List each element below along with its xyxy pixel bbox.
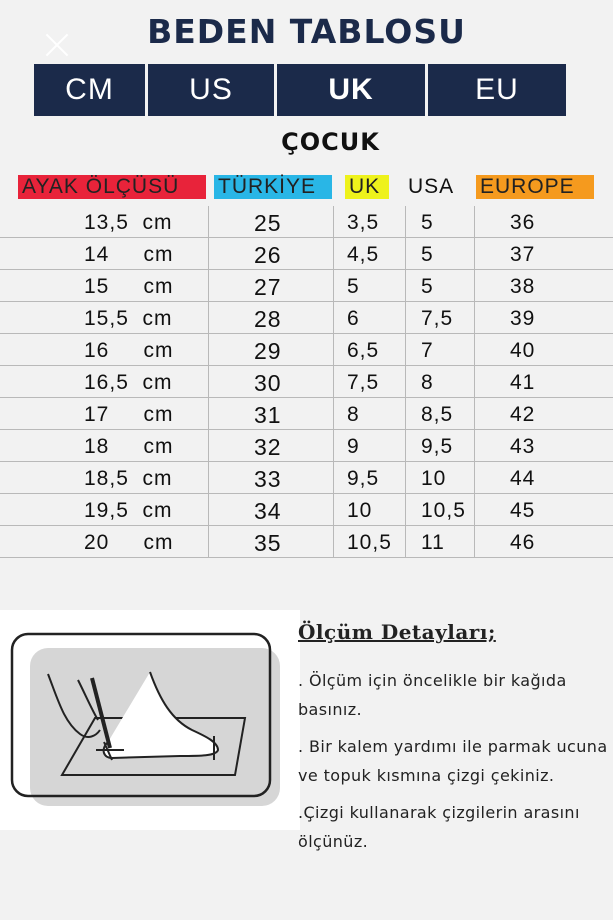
cell-uk: 6,5	[347, 339, 380, 362]
cell-turkey: 31	[254, 402, 282, 428]
cell-turkey: 30	[254, 370, 282, 396]
table-column-headers	[18, 175, 598, 199]
cell-turkey: 33	[254, 466, 282, 492]
cell-usa: 9,5	[421, 435, 454, 458]
instruction-step: . Ölçüm için öncelikle bir kağıda basınız.	[298, 671, 567, 719]
cell-foot-length: 19,5 cm	[84, 499, 173, 522]
cell-uk: 9	[347, 435, 360, 458]
cell-europe: 43	[510, 435, 536, 458]
cell-turkey: 28	[254, 306, 282, 332]
unit-tabs	[34, 64, 566, 116]
column-divider	[208, 206, 209, 558]
table-row	[0, 302, 613, 334]
cell-europe: 44	[510, 467, 536, 490]
cell-europe: 46	[510, 531, 536, 554]
page-title: BEDEN TABLOSU	[147, 12, 466, 51]
header-europe: EUROPE	[476, 175, 594, 199]
cell-turkey: 26	[254, 242, 282, 268]
cell-turkey: 32	[254, 434, 282, 460]
cell-uk: 3,5	[347, 211, 380, 234]
cell-foot-length: 14 cm	[84, 243, 174, 266]
tab-eu[interactable]: EU	[428, 64, 566, 116]
cell-foot-length: 16 cm	[84, 339, 174, 362]
cell-europe: 36	[510, 211, 536, 234]
cell-uk: 7,5	[347, 371, 380, 394]
foot-drawing-icon	[0, 610, 300, 830]
cell-usa: 8	[421, 371, 434, 394]
column-divider	[333, 206, 334, 558]
cell-europe: 37	[510, 243, 536, 266]
size-table	[0, 206, 613, 558]
section-subtitle: ÇOCUK	[281, 128, 380, 156]
cell-usa: 7	[421, 339, 434, 362]
cell-foot-length: 16,5 cm	[84, 371, 173, 394]
cell-usa: 5	[421, 243, 434, 266]
header-usa: USA	[408, 175, 455, 198]
instructions-title: Ölçüm Detayları;	[298, 620, 496, 644]
column-divider	[405, 206, 406, 558]
table-row	[0, 206, 613, 238]
instruction-step: . Bir kalem yardımı ile parmak ucuna ve topuk kısmına çizgi çekiniz.	[298, 737, 608, 785]
cell-usa: 7,5	[421, 307, 454, 330]
cell-usa: 11	[421, 531, 445, 554]
cell-turkey: 35	[254, 530, 282, 556]
cell-europe: 39	[510, 307, 536, 330]
table-row	[0, 430, 613, 462]
tab-us[interactable]: US	[148, 64, 274, 116]
table-row	[0, 270, 613, 302]
cell-usa: 5	[421, 211, 434, 234]
cell-uk: 10,5	[347, 531, 392, 554]
table-row	[0, 334, 613, 366]
cell-uk: 6	[347, 307, 360, 330]
cell-foot-length: 15,5 cm	[84, 307, 173, 330]
cell-uk: 9,5	[347, 467, 380, 490]
cell-europe: 40	[510, 339, 536, 362]
cell-turkey: 29	[254, 338, 282, 364]
cell-turkey: 25	[254, 210, 282, 236]
header-turkey: TÜRKİYE	[214, 175, 332, 199]
cell-usa: 8,5	[421, 403, 454, 426]
cell-foot-length: 20 cm	[84, 531, 174, 554]
cell-europe: 38	[510, 275, 536, 298]
table-row	[0, 238, 613, 270]
cell-turkey: 34	[254, 498, 282, 524]
cell-usa: 10,5	[421, 499, 466, 522]
cell-foot-length: 13,5 cm	[84, 211, 173, 234]
table-row	[0, 462, 613, 494]
cell-uk: 10	[347, 499, 373, 522]
cell-foot-length: 15 cm	[84, 275, 174, 298]
cell-uk: 4,5	[347, 243, 380, 266]
table-row	[0, 526, 613, 558]
measurement-instructions	[298, 620, 608, 864]
table-row	[0, 366, 613, 398]
cell-uk: 5	[347, 275, 360, 298]
cell-uk: 8	[347, 403, 360, 426]
table-row	[0, 494, 613, 526]
cell-europe: 41	[510, 371, 536, 394]
header-uk: UK	[345, 175, 389, 199]
cell-foot-length: 18,5 cm	[84, 467, 173, 490]
cell-usa: 5	[421, 275, 434, 298]
cell-foot-length: 18 cm	[84, 435, 174, 458]
cell-europe: 45	[510, 499, 536, 522]
column-divider	[474, 206, 475, 558]
cell-europe: 42	[510, 403, 536, 426]
cell-foot-length: 17 cm	[84, 403, 174, 426]
cell-turkey: 27	[254, 274, 282, 300]
instruction-step: .Çizgi kullanarak çizgilerin arasını ölçünüz.	[298, 803, 580, 851]
header-foot-length: AYAK ÖLÇÜSÜ	[18, 175, 206, 199]
cell-usa: 10	[421, 467, 447, 490]
tab-uk[interactable]: UK	[277, 64, 425, 116]
foot-measure-illustration	[0, 610, 300, 830]
table-row	[0, 398, 613, 430]
tab-cm[interactable]: CM	[34, 64, 145, 116]
